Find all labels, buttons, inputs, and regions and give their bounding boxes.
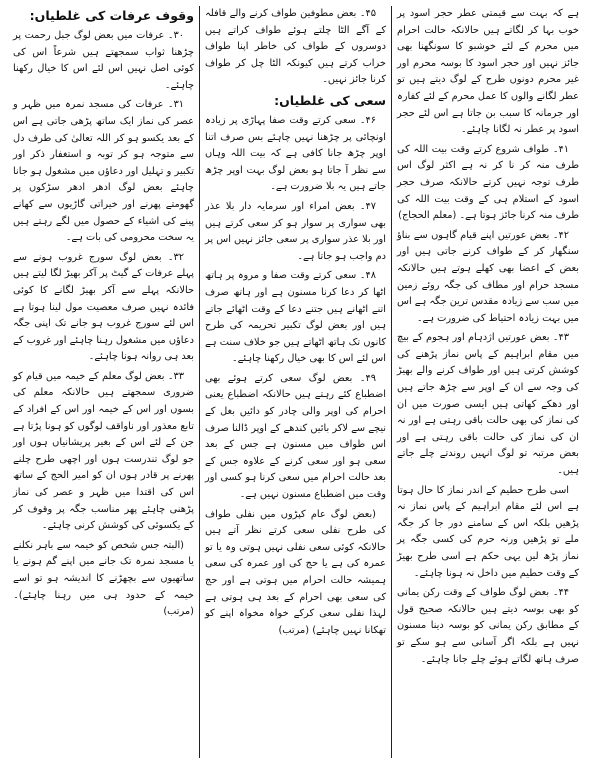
column-left	[8, 6, 200, 758]
paragraph: ۴۵۔ بعض مطوفین طواف کرنے والے قافلہ کے آگے الٹا چلتے ہوئے طواف کراتے ہیں دوسروں کے طواف کی خاطر اپنا طواف خراب کرتے ہیں کیونکہ الٹا چل کر طواف کرنا جائز نہیں۔	[205, 8, 386, 86]
paragraph: ۴۶۔ سعی کرتے وقت صفا پہاڑی پر زیادہ اونچائی پر چڑھنا نہیں چاہئے بس صرف اتنا اوپر چڑھ جانا کافی ہے کہ بیت اللہ وہاں سے نظر آ جاتا ہو بعض لوگ بہت اوپر چڑھ جاتے ہیں یہ بلا ضرورت ہے۔	[205, 114, 386, 193]
paragraph: ہے کہ بہت سے قیمتی عطر حجر اسود پر خوب بہا کر لگاتے ہیں حالانکہ حالت احرام میں محرم کے لئے خوشبو کا سونگھنا بھی جائز نہیں اور حجر اسود کا بوسہ محرم اور غیر محرم دونوں طرح کے لوگ دیتے ہیں تو عطر لگانے والوں کا عمل محرم کے لئے کفارہ اور جرمانہ کا سبب بن جاتا ہے اس لئے حجر اسود پر عطر نہ لگانا چاہئے۔	[397, 8, 579, 136]
paragraph: ۴۹۔ بعض لوگ سعی کرتے ہوئے بھی اضطباع کئے رہتے ہیں حالانکہ اضطباع یعنی احرام کی اوپر والی چادر کو دائیں بغل کے نیچے سے لاکر بائیں کندھے کے اوپر ڈالنا صرف اس طواف میں مسنون ہے جس کے بعد سعی ہو اور سعی کرنے کے علاوہ جس کے بعد حالت احرام میں سعی کرنا ہو کسی اور وقت میں اضطباع مسنون نہیں ہے۔	[205, 372, 386, 501]
paragraph: ۴۲۔ بعض عورتیں اپنے قیام گاہوں سے بناؤ سنگھار کر کے طواف کرنے جاتی ہیں اور بعض کے اعضا بھی کھلے ہوتے ہیں حالانکہ مسجد حرام اور مطاف کی جگہ روئے زمین میں سب سے زیادہ مقدس ترین جگہ ہے اس میں بہت زیادہ احتیاط کی ضرورت ہے۔	[397, 229, 579, 324]
paragraph: ۴۱۔ طواف شروع کرتے وقت بیت اللہ کی طرف منہ کر نا کر نہ ہے اکثر لوگ اس طرف توجہ نہیں کرتے حالانکہ صرف حجر اسود کے استلام ہی کے وقت بیت اللہ کی طرف منہ کرنا جائز ہوتا ہے۔ (معلم الحجاج)	[397, 143, 579, 222]
paragraph: ۳۰۔ عرفات میں بعض لوگ جبل رحمت پر چڑھنا ثواب سمجھتے ہیں شرعاً اس کی کوئی اصل نہیں اس لئے اس کا خیال رکھنا چاہئے۔	[13, 30, 194, 91]
document-page	[6, 6, 584, 758]
column-right	[392, 6, 584, 758]
paragraph: ۳۳۔ بعض لوگ معلم کے خیمہ میں قیام کو ضروری سمجھتے ہیں حالانکہ معلم کی بسوں اور اس کے خیمہ اور اس کے افراد کے تابع معذور اور ناواقف لوگوں کو ہونا پڑتا ہے جن کے لئے اس کے بغیر پریشانیاں ہوں اور جو لوگ تندرست ہوں اور اچھی طرح چلنے پھرنے پر قادر ہوں ان کو امیر الحج کے ساتھ اس کی اقتدا میں ظہر و عصر کی نماز پڑھنی چاہئے پھر مناسب جگہ پر وقوف کر کے یکسوئی کی کوشش کرنی چاہئے۔	[13, 370, 194, 532]
paragraph: (البتہ جس شخص کو خیمہ سے باہر نکلنے یا مسجد نمرہ تک جانے میں اپنے گم ہونے یا ساتھیوں سے بچھڑنے کا اندیشہ ہو تو اسے خیمہ کے حدود ہی میں رہنا چاہئے)۔ (مرتب)	[13, 539, 194, 618]
paragraph: ۴۳۔ بعض عورتیں اژدہام اور ہجوم کے بیچ میں مقام ابراہیم کے پاس نماز پڑھنے کی کوشش کرتی ہیں اور طواف کرنے والے بھیڑ کی وجہ سے ان کے اوپر سے چڑھ جاتے ہیں اور دھکے کھاتی ہیں ایسی صورت میں ان کی نماز کی بھی حالت باقی رہتی ہے اور نہ ان کی نماز کی حالت باقی رہتی ہے اور بعض مرتبہ تو لوگ انہیں روندتے چلے جاتے ہیں۔	[397, 332, 579, 477]
paragraph: ۴۸۔ سعی کرتے وقت صفا و مروہ پر ہاتھ اٹھا کر دعا کرنا مسنون ہے اور ہاتھ صرف اتنے اٹھانے ہیں جتنے دعا کے وقت اٹھائے جاتے ہیں اور بعض لوگ تکبیر تحریمہ کی طرح کانوں تک ہاتھ اٹھاتے ہیں جو خلاف سنت ہے اس لئے اس کا بھی خیال رکھنا چاہئے۔	[205, 270, 386, 365]
paragraph: (بعض لوگ عام کپڑوں میں نفلی طواف کی طرح نفلی سعی کرتے نظر آتے ہیں حالانکہ کوئی سعی نفلی نہیں ہوتی وہ یا تو عمرہ کی ہے یا حج کی اور عمرہ کی سعی ہمیشہ حالت احرام میں ہوتی ہے اور حج کی سعی بھی احرام کے بعد ہی ہوتی ہے لہذا نفلی سعی کرکے خواہ مخواہ اپنے کو تھکانا نہیں چاہئے) (مرتب)	[205, 508, 386, 636]
paragraph: ۳۱۔ عرفات کی مسجد نمرہ میں ظہر و عصر کی نماز ایک ساتھ پڑھی جاتی ہے اس کے بعد یکسو ہو کر اللہ تعالیٰ کی طرف دل سے متوجہ ہو کر توبہ و استغفار ذکر اور تکبیر و تہلیل اور دعاؤں میں مشغول ہو جانا چاہئے بعض لوگ ادھر ادھر سڑکوں پر گھومتے پھرنے اور خیراتی گاڑیوں سے کھانے پینے کی اشیاء کے حصول میں لگے رہتے ہیں یہ سخت محرومی کی بات ہے۔	[13, 99, 194, 244]
paragraph: اسی طرح حطیم کے اندر نماز کا حال ہوتا ہے اس لئے مقام ابراہیم کے پاس نماز نہ پڑھیں بلکہ اس کے سامنے دور جا کر جگہ ملے تو پڑھیں ورنہ حرم کی کسی جگہ پر نماز پڑھ لیں یہی حکم ہے اسی طرح بھیڑ کے وقت حطیم میں داخل نہ ہونا چاہئے۔	[397, 484, 579, 579]
paragraph: ۴۴۔ بعض لوگ طواف کے وقت رکن یمانی کو بھی بوسہ دیتے ہیں حالانکہ صحیح قول کے مطابق رکن یمانی کو بوسہ دینا مسنون نہیں ہے بلکہ اگر آسانی سے ہو سکے تو صرف ہاتھ لگاتے ہوئے چلے جانا چاہئے۔	[397, 587, 579, 665]
paragraph: ۳۲۔ بعض لوگ سورج غروب ہونے سے پہلے عرفات کے گیٹ پر آکر بھیڑ لگا لیتے ہیں حالانکہ پہلے سے آکر بھیڑ لگانے کا کوئی فائدہ نہیں صرف معصیت مول لینا ہوتا ہے اس لئے سورج غروب ہو جانے تک اپنی جگہ دعاؤں میں مشغول رہنا چاہئے اور غروب کے بعد ہی روانہ ہونا چاہئے۔	[13, 251, 194, 363]
paragraph: ۴۷۔ بعض امراء اور سرمایہ دار بلا عذر بھی سواری پر سوار ہو کر سعی کرتے ہیں اور بلا عذر سواری پر سعی جائز نہیں اس پر دم واجب ہو جاتا ہے۔	[205, 200, 386, 262]
section-heading: سعی کی غلطیاں:	[274, 92, 386, 108]
section-heading: وقوف عرفات کی غلطیاں:	[29, 8, 194, 23]
column-middle	[200, 6, 392, 758]
